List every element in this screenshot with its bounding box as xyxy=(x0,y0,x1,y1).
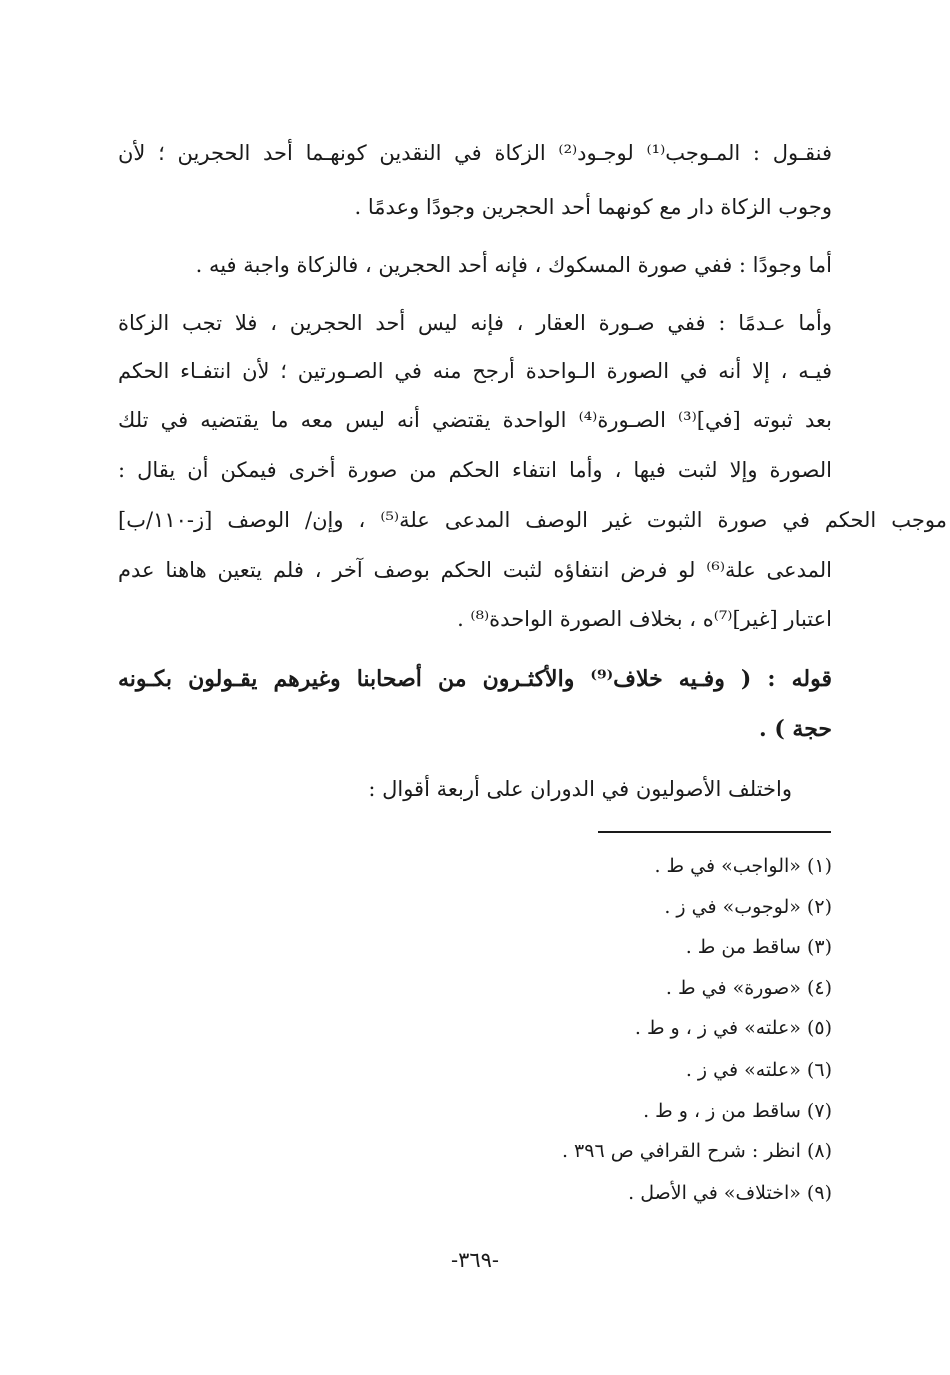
body-line-4: وأما عـدمًا : ففي صـورة العقار ، فإنه ليس أحد الحجرين ، فلا تجب الزكاة xyxy=(118,311,832,335)
body-line-11: واختلف الأصوليون في الدوران على أربعة أقوال : xyxy=(368,777,792,801)
footnote-5: (٥) «علته» في ز ، و ط . xyxy=(634,1017,832,1039)
body-line-3: أما وجودًا : ففي صورة المسكوك ، فإنه أحد الحجرين ، فالزكاة واجبة فيه . xyxy=(195,253,832,277)
quote-line-2: حجة ) . xyxy=(759,716,832,742)
footnote-separator xyxy=(598,831,831,833)
body-line-6: بعد ثبوته [في]⁽³⁾ الصـورة⁽⁴⁾ الواحدة يقتضي أنه ليس معه ما يقتضيه في تلك xyxy=(118,408,832,432)
footnote-7: (٧) ساقط من ز ، و ط . xyxy=(643,1100,832,1122)
body-line-1: فنقـول : المـوجب⁽¹⁾ لوجـود⁽²⁾ الزكاة في النقدين كونهـما أحد الحجرين ؛ لأن xyxy=(118,141,832,165)
footnote-9: (٩) «اختلاف» في الأصل . xyxy=(628,1182,832,1204)
body-line-9: المدعى علة⁽⁶⁾ لو فرض انتفاؤه لثبت الحكم بوصف آخر ، فلم يتعين هاهنا عدم xyxy=(118,558,832,582)
footnote-6: (٦) «علته» في ز . xyxy=(685,1059,832,1081)
footnote-3: (٣) ساقط من ط . xyxy=(685,936,832,958)
footnote-8: (٨) انظر : شرح القرافي ص ٣٩٦ . xyxy=(561,1140,832,1162)
footnote-1: (١) «الواجب» في ط . xyxy=(654,855,832,877)
footnote-2: (٢) «لوجوب» في ز . xyxy=(664,896,832,918)
body-line-5: فيـه ، إلا أنه في الصورة الـواحدة أرجح منه في الصـورتين ؛ لأن انتفـاء الحكم xyxy=(118,359,832,383)
body-line-10: اعتبار [غير]⁽⁷⁾ه ، بخلاف الصورة الواحدة⁽⁸⁾ . xyxy=(457,607,832,631)
body-line-8: موجب الحكم في صورة الثبوت غير الوصف المدعى علة⁽⁵⁾ ، وإن/ الوصف [ز-١١٠/ب] xyxy=(118,508,947,532)
page-number: -٣٦٩- xyxy=(450,1248,500,1272)
body-line-2: وجوب الزكاة دار مع كونهما أحد الحجرين وجودًا وعدمًا . xyxy=(354,195,832,219)
footnote-4: (٤) «صورة» في ط . xyxy=(665,977,832,999)
quote-line-1: قوله : ( وفـيه خلاف⁽⁹⁾ والأكثـرون من أصحابنا وغيرهم يقـولون بكـونه xyxy=(118,666,832,692)
body-line-7: الصورة وإلا لثبت فيها ، وأما انتفاء الحكم من صورة أخرى فيمكن أن يقال : xyxy=(118,458,832,482)
